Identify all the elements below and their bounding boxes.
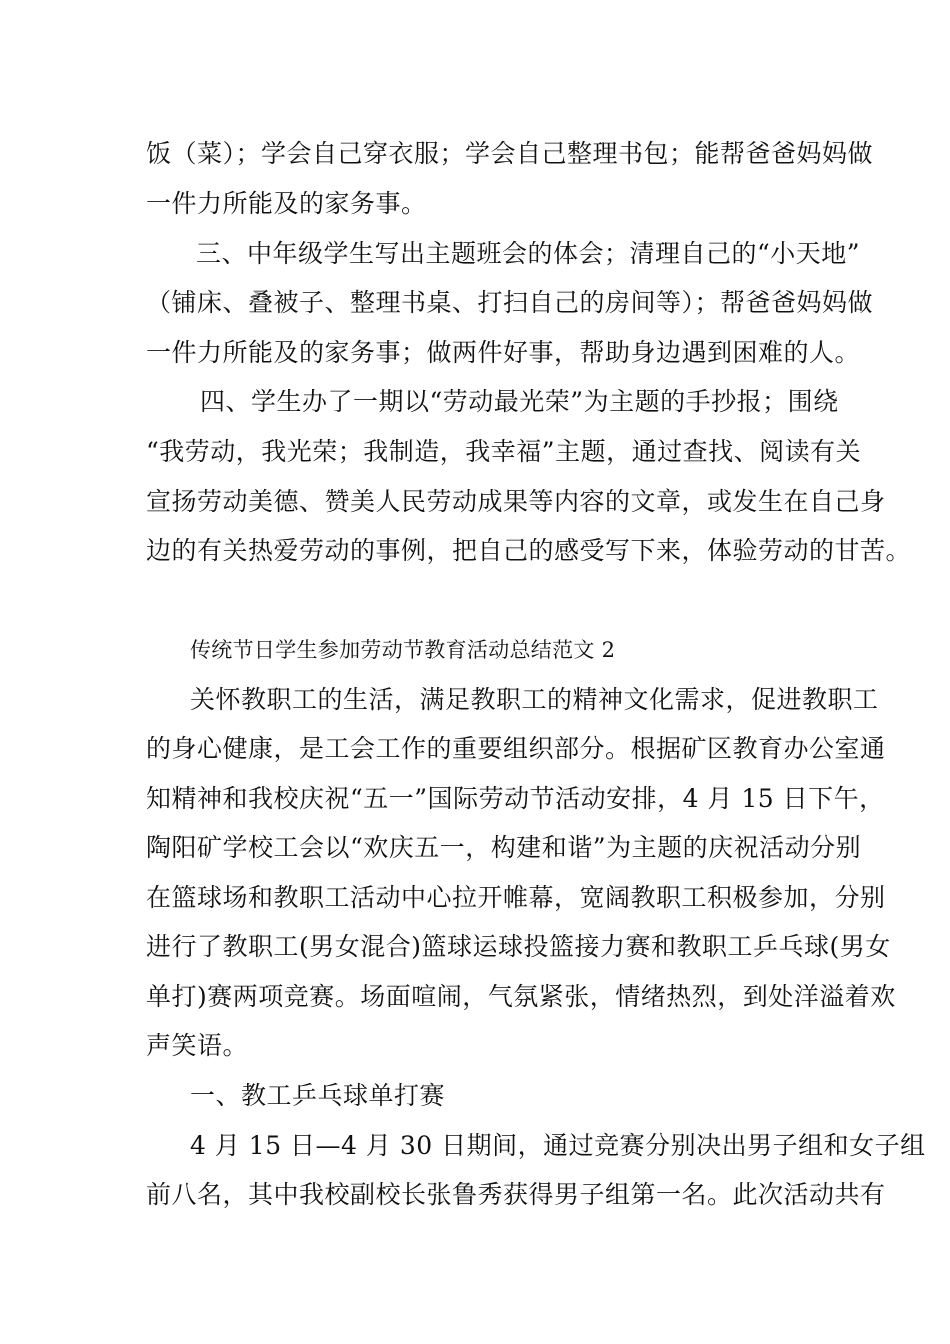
paragraph-line: 知精神和我校庆祝“五一”国际劳动节活动安排，4 月 15 日下午，: [146, 784, 885, 813]
paragraph-line: 进行了教职工(男女混合)篮球运球投篮接力赛和教职工乒乓球(男女: [146, 932, 891, 961]
paragraph-line: 4 月 15 日—4 月 30 日期间，通过竞赛分别决出男子组和女子组: [190, 1131, 926, 1160]
paragraph-line: 宣扬劳动美德、赞美人民劳动成果等内容的文章，或发生在自己身: [146, 487, 886, 516]
paragraph-line: 单打)赛两项竞赛。场面喧闹，气氛紧张，情绪热烈，到处洋溢着欢: [146, 982, 896, 1011]
paragraph-line: （铺床、叠被子、整理书桌、打扫自己的房间等）；帮爸爸妈妈做: [146, 288, 874, 317]
paragraph-line: 关怀教职工的生活，满足教职工的精神文化需求，促进教职工: [190, 685, 879, 714]
subsection-heading: 一、教工乒乓球单打赛: [190, 1081, 446, 1110]
paragraph-line: 声笑语。: [146, 1031, 249, 1060]
paragraph-line: 的身心健康，是工会工作的重要组织部分。根据矿区教育办公室通: [146, 734, 886, 763]
paragraph-line: 前八名，其中我校副校长张鲁秀获得男子组第一名。此次活动共有: [146, 1180, 886, 1209]
paragraph-line: 一件力所能及的家务事；做两件好事，帮助身边遇到困难的人。: [146, 338, 861, 367]
paragraph-line: “我劳动，我光荣；我制造，我幸福”主题，通过查找、阅读有关: [146, 437, 862, 466]
section-heading: 传统节日学生参加劳动节教育活动总结范文 2: [190, 638, 616, 662]
paragraph-line: 饭（菜）；学会自己穿衣服；学会自己整理书包；能帮爸爸妈妈做: [146, 139, 874, 168]
paragraph-line: 一件力所能及的家务事。: [146, 189, 427, 218]
paragraph-line: 在篮球场和教职工活动中心拉开帷幕，宽阔教职工积极参加，分别: [146, 883, 886, 912]
paragraph-line: 三、中年级学生写出主题班会的体会；清理自己的“小天地”: [196, 239, 861, 268]
paragraph-line: 四、学生办了一期以“劳动最光荣”为主题的手抄报；围绕: [200, 387, 839, 416]
paragraph-line: 陶阳矿学校工会以“欢庆五一，构建和谐”为主题的庆祝活动分别: [146, 833, 862, 862]
paragraph-line: 边的有关热爱劳动的事例，把自己的感受写下来，体验劳动的甘苦。: [146, 536, 912, 565]
